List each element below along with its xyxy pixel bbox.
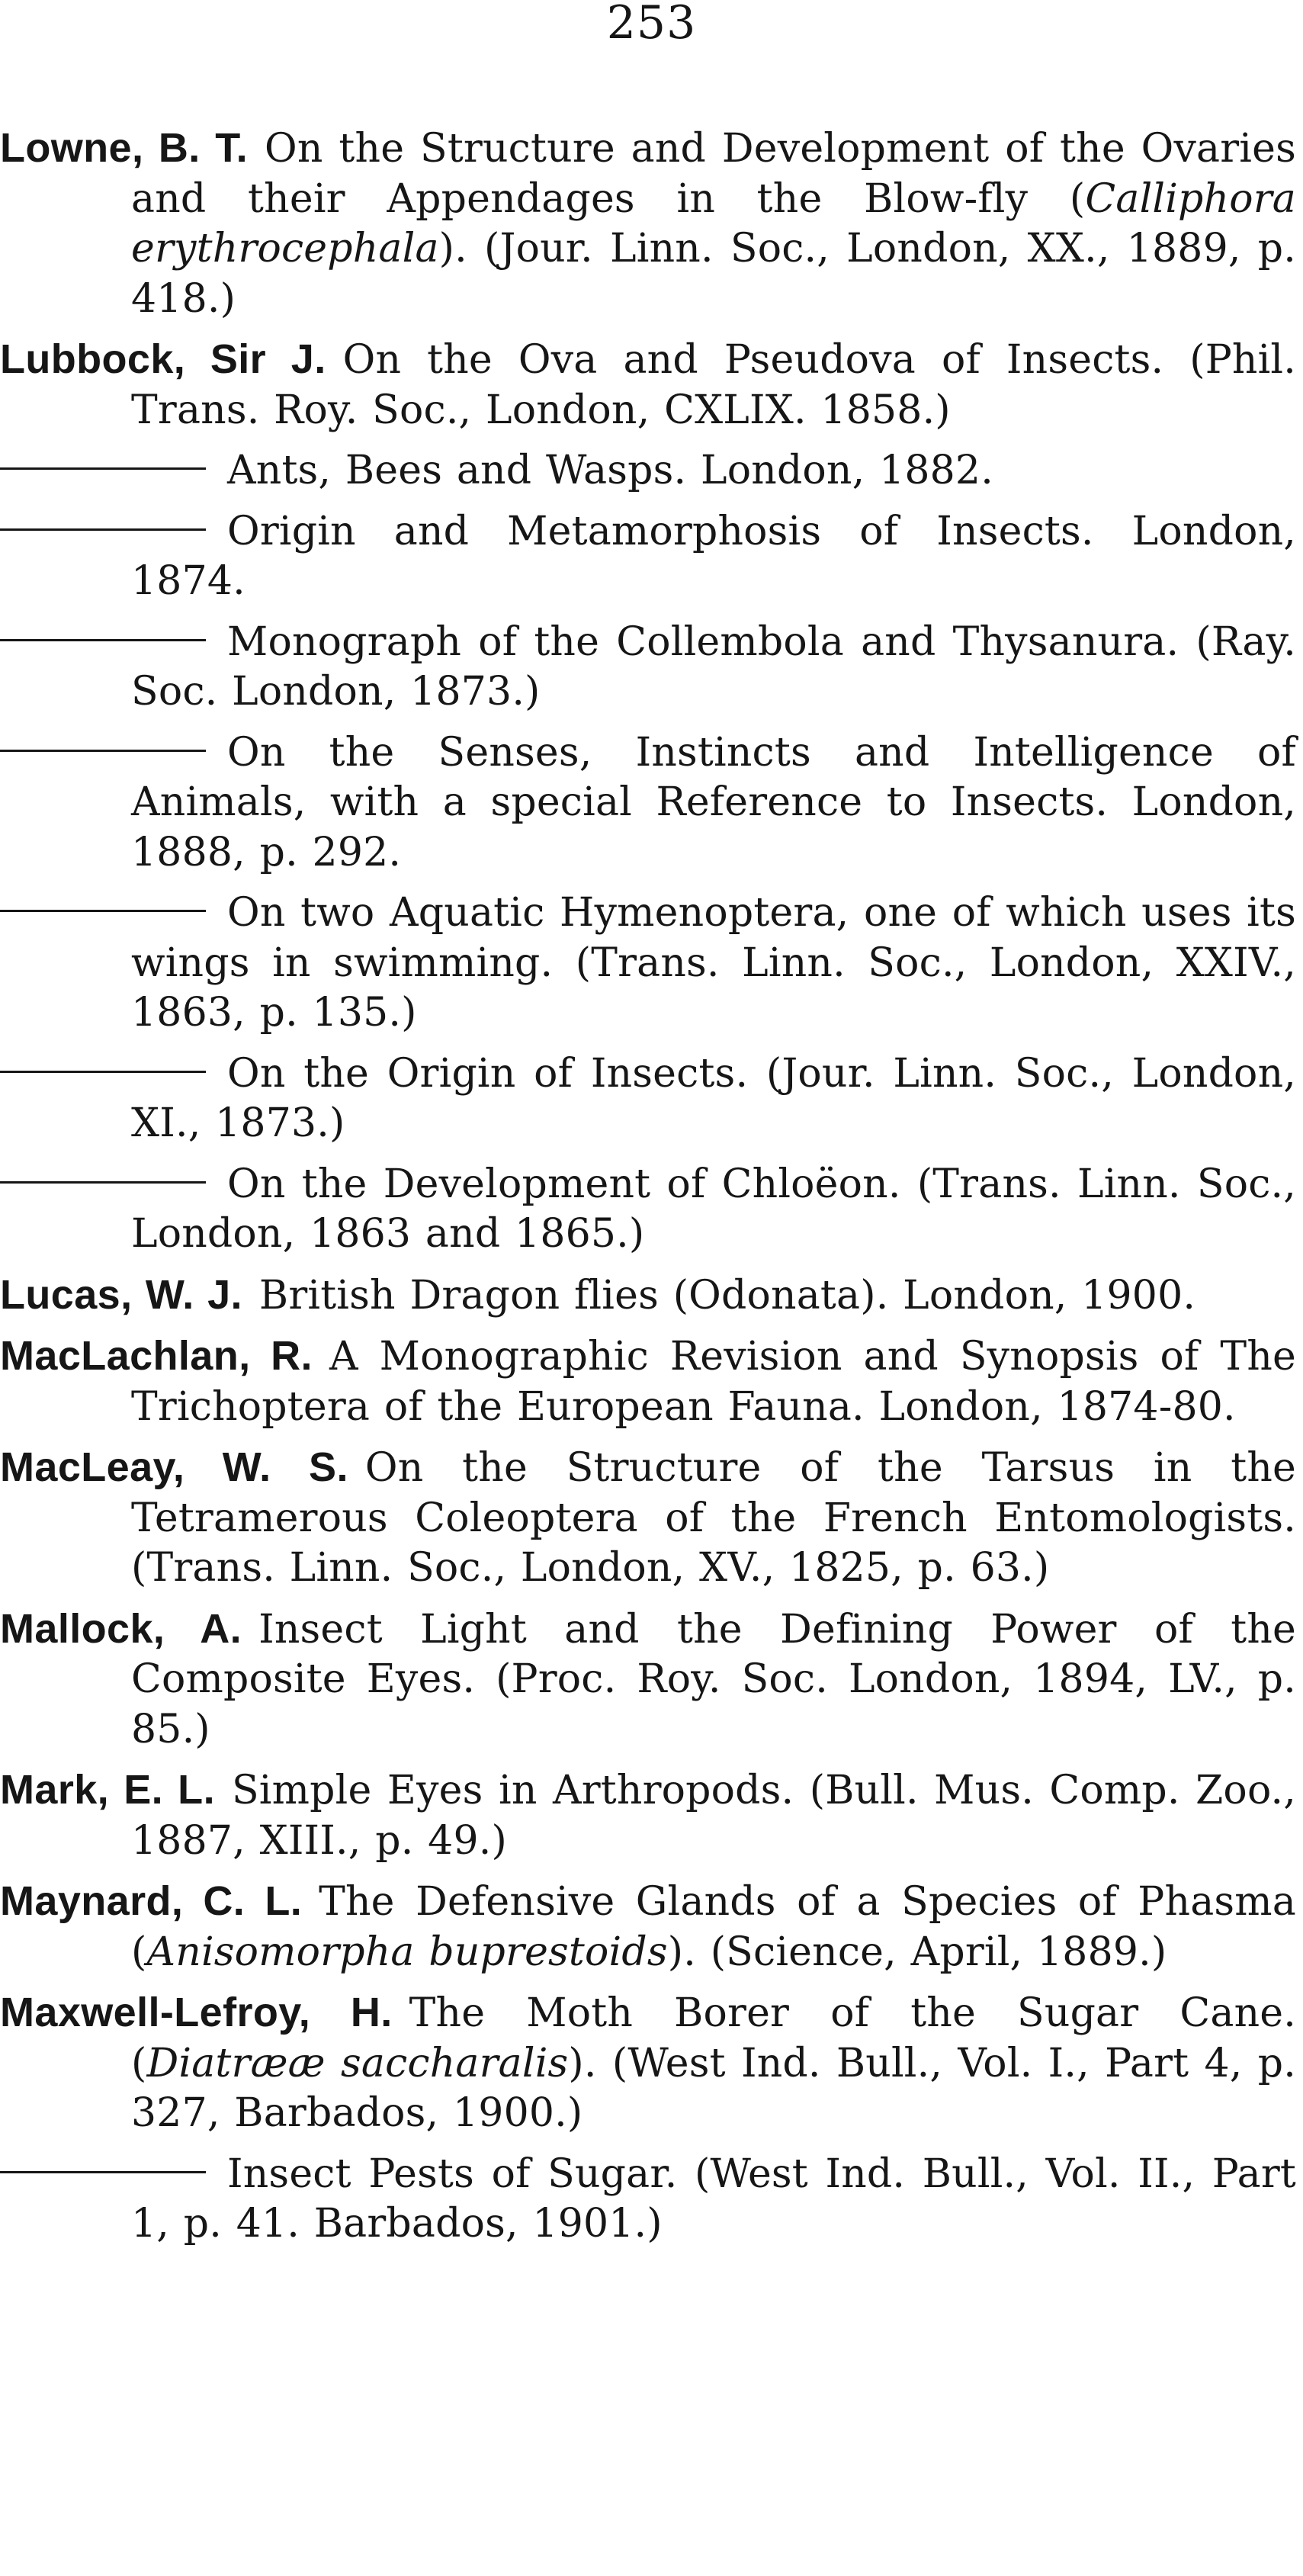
entry-author: Lucas, W. J.: [0, 1271, 242, 1318]
bib-entry-mallock: [0, 1604, 1296, 1755]
bib-entry-lubbock-chloeon: [0, 1160, 1296, 1260]
entry-author: MacLeay, W. S.: [0, 1444, 348, 1490]
bib-entry-lubbock-aquatic-hymenoptera: [0, 888, 1296, 1039]
ditto-dash: [0, 528, 206, 531]
bib-entry-maynard: [0, 1877, 1296, 1977]
entry-text: On the Structure of the Tarsus in the Tetramerous Coleoptera of the French Entomologists. (Trans. Linn. Soc., London, XV., 1825, p. 63.): [131, 1445, 1296, 1591]
bib-entry-maxwell-lefroy: [0, 1988, 1296, 2139]
entry-text: Origin and Metamorphosis of Insects. London, 1874.: [131, 508, 1296, 604]
ditto-dash: [0, 750, 206, 752]
entry-italic-title: Diatrææ saccharalis: [146, 2040, 569, 2086]
bib-entry-mark: [0, 1765, 1296, 1866]
ditto-dash: [0, 467, 206, 470]
entry-italic-title: Calliphora erythrocephala: [131, 175, 1296, 271]
bib-entry-lubbock-origin-insects: [0, 1049, 1296, 1149]
entry-text: ). (Jour. Linn. Soc., London, XX., 1889, p. 418.): [131, 226, 1296, 322]
entry-author: Maxwell-Lefroy, H.: [0, 1990, 393, 2035]
ditto-dash: [0, 910, 206, 912]
entry-text: Simple Eyes in Arthropods. (Bull. Mus. Comp. Zoo., 1887, XIII., p. 49.): [131, 1768, 1296, 1864]
entry-author: Lubbock, Sir J.: [0, 336, 326, 382]
bib-entry-lubbock: [0, 335, 1296, 435]
bib-entry-lubbock-ants: [0, 446, 1296, 496]
entry-text: On the Ova and Pseudova of Insects. (Phil. Trans. Roy. Soc., London, CXLIX. 1858.): [131, 337, 1296, 433]
page-number: 253: [606, 0, 697, 50]
bib-entry-lubbock-origin-metamorphosis: [0, 507, 1296, 607]
entry-text: ). (Science, April, 1889.): [667, 1929, 1167, 1975]
entry-text: On two Aquatic Hymenoptera, one of which uses its wings in swimming. (Trans. Linn. Soc., London, XXIV., 1863, p. 135.): [131, 890, 1296, 1036]
ditto-dash: [0, 1181, 206, 1184]
entry-text: A Monographic Revision and Synopsis of The Trichoptera of the European Fauna. London, 1874-80.: [131, 1334, 1296, 1430]
entry-text: ). (West Ind. Bull., Vol. I., Part 4, p. 327, Barbados, 1900.): [131, 2040, 1296, 2136]
entry-author: Maynard, C. L.: [0, 1878, 303, 1924]
entry-italic-title: Anisomorpha buprestoids: [146, 1929, 668, 1975]
entry-text: British Dragon flies (Odonata). London, 1900.: [258, 1272, 1196, 1319]
bib-entry-macleay: [0, 1443, 1296, 1594]
ditto-dash: [0, 1071, 206, 1073]
entry-text: Insect Light and the Defining Power of the Composite Eyes. (Proc. Roy. Soc. London, 1894, LV., p. 85.): [131, 1606, 1296, 1752]
bib-entry-lubbock-collembola: [0, 618, 1296, 718]
entry-author: Lowne, B. T.: [0, 125, 249, 171]
entry-text: Ants, Bees and Wasps. London, 1882.: [227, 448, 993, 493]
bib-entry-maclachlan: [0, 1331, 1296, 1432]
entry-text: On the Structure and Development of the Ovaries and their Appendages in the Blow-fly (: [131, 126, 1297, 222]
bib-entry-maxwell-lefroy-sugar: [0, 2150, 1296, 2250]
bib-entry-lowne: [0, 124, 1296, 324]
entry-text: On the Development of Chloëon. (Trans. Linn. Soc., London, 1863 and 1865.): [131, 1161, 1296, 1257]
bibliography-list: [0, 124, 1296, 2260]
entry-text: On the Origin of Insects. (Jour. Linn. Soc., London, XI., 1873.): [131, 1050, 1296, 1146]
ditto-dash: [0, 2171, 206, 2173]
entry-text: The Defensive Glands of a Species of Phasma (: [131, 1879, 1296, 1975]
entry-author: Mark, E. L.: [0, 1767, 215, 1813]
entry-text: Monograph of the Collembola and Thysanura. (Ray. Soc. London, 1873.): [131, 618, 1296, 715]
entry-text: On the Senses, Instincts and Intelligence of Animals, with a special Reference to Insects. London, 1888, p. 292.: [131, 729, 1296, 875]
ditto-dash: [0, 639, 206, 641]
bib-entry-lubbock-senses: [0, 728, 1296, 878]
entry-author: Mallock, A.: [0, 1605, 242, 1652]
bib-entry-lucas: [0, 1270, 1296, 1322]
entry-text: The Moth Borer of the Sugar Cane. (: [131, 1990, 1296, 2086]
entry-author: MacLachlan, R.: [0, 1333, 313, 1379]
entry-text: Insect Pests of Sugar. (West Ind. Bull., Vol. II., Part 1, p. 41. Barbados, 1901.): [131, 2150, 1296, 2247]
